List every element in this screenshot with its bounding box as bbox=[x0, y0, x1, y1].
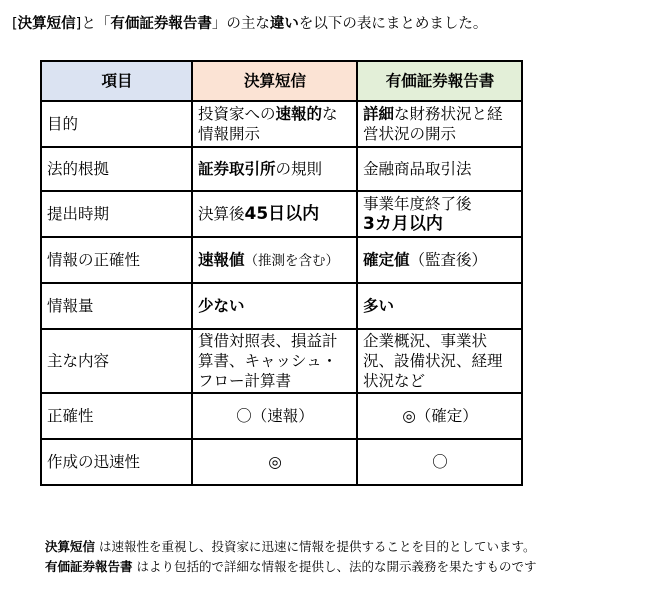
row-label: 情報量 bbox=[41, 283, 192, 329]
cell-tansin: 決算後45日以内 bbox=[192, 191, 357, 237]
cell-yuho: 事業年度終了後 3カ月以内 bbox=[357, 191, 522, 237]
cell-tansin: 投資家への速報的な情報開示 bbox=[192, 101, 357, 147]
intro-bracket-open: [ bbox=[12, 16, 18, 32]
header-yuho: 有価証券報告書 bbox=[357, 61, 522, 101]
row-label: 法的根拠 bbox=[41, 147, 192, 191]
table-row bbox=[41, 101, 522, 147]
row-label: 作成の迅速性 bbox=[41, 439, 192, 485]
intro-term-differences: 違い bbox=[269, 16, 299, 32]
row-label: 提出時期 bbox=[41, 191, 192, 237]
summary-line-2: 有価証券報告書 はより包括的で詳細な情報を提供し、法的な開示義務を果たすものです bbox=[45, 559, 537, 574]
table-row bbox=[41, 147, 522, 191]
cell-yuho: 企業概況、事業状況、設備状況、経理状況など bbox=[357, 329, 522, 393]
table-header-row bbox=[41, 61, 522, 101]
row-label: 正確性 bbox=[41, 393, 192, 439]
cell-yuho: 確定値（監査後） bbox=[357, 237, 522, 283]
cell-yuho: 金融商品取引法 bbox=[357, 147, 522, 191]
table-row bbox=[41, 439, 522, 485]
table-row bbox=[41, 283, 522, 329]
intro-ending: を以下の表にまとめました。 bbox=[298, 16, 488, 32]
intro-text bbox=[12, 14, 642, 34]
summary-line-1: 決算短信 は速報性を重視し、投資家に迅速に情報を提供することを目的としています。 bbox=[45, 539, 536, 554]
cell-tansin: 速報値（推測を含む） bbox=[192, 237, 357, 283]
intro-connector-2: 」の主な bbox=[211, 16, 270, 32]
cell-yuho: 多い bbox=[357, 283, 522, 329]
intro-connector: ]と「 bbox=[75, 16, 111, 32]
row-label: 目的 bbox=[41, 101, 192, 147]
cell-yuho: ◎（確定） bbox=[357, 393, 522, 439]
table-row bbox=[41, 329, 522, 393]
summary-text bbox=[45, 537, 645, 577]
table-row bbox=[41, 393, 522, 439]
row-label: 情報の正確性 bbox=[41, 237, 192, 283]
header-tansin: 決算短信 bbox=[192, 61, 357, 101]
cell-yuho: 詳細な財務状況と経営状況の開示 bbox=[357, 101, 522, 147]
cell-tansin: 少ない bbox=[192, 283, 357, 329]
cell-yuho: 〇 bbox=[357, 439, 522, 485]
row-label: 主な内容 bbox=[41, 329, 192, 393]
intro-term-yuho: 有価証券報告書 bbox=[110, 16, 212, 32]
header-item: 項目 bbox=[41, 61, 192, 101]
cell-tansin: 証券取引所の規則 bbox=[192, 147, 357, 191]
comparison-table bbox=[40, 60, 523, 486]
cell-tansin: ◎ bbox=[192, 439, 357, 485]
table-row bbox=[41, 191, 522, 237]
cell-tansin: 〇（速報） bbox=[192, 393, 357, 439]
intro-term-tansin: 決算短信 bbox=[17, 16, 76, 32]
cell-tansin: 貸借対照表、損益計算書、キャッシュ・フロー計算書 bbox=[192, 329, 357, 393]
table-row bbox=[41, 237, 522, 283]
